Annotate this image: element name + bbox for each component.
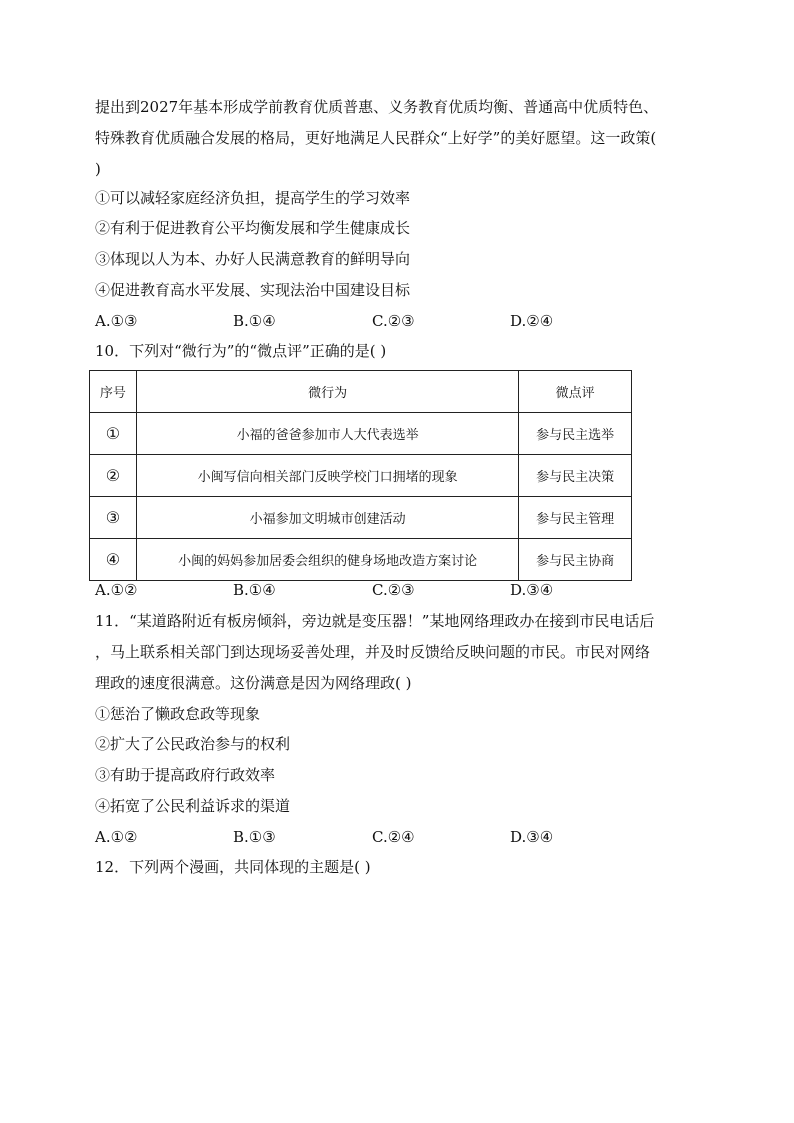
- q11-item-4: ④拓宽了公民利益诉求的渠道: [95, 797, 291, 815]
- q11-item-3: ③有助于提高政府行政效率: [95, 766, 276, 784]
- q9-stem-line-3: ): [95, 160, 101, 178]
- row-behavior: 小福参加文明城市创建活动: [136, 497, 519, 539]
- row-number: ②: [90, 455, 137, 497]
- q12-stem: 12．下列两个漫画，共同体现的主题是( ): [95, 858, 371, 876]
- q9-stem-line-2: 特殊教育优质融合发展的格局，更好地满足人民群众“上好学”的美好愿望。这一政策(: [95, 129, 657, 147]
- table-row: [90, 539, 632, 581]
- row-comment: 参与民主选举: [519, 413, 632, 455]
- row-number: ①: [90, 413, 137, 455]
- q9-option-d[interactable]: D.②④: [510, 312, 554, 330]
- row-behavior: 小闽的妈妈参加居委会组织的健身场地改造方案讨论: [136, 539, 519, 581]
- row-number: ④: [90, 539, 137, 581]
- q9-option-c[interactable]: C.②③: [372, 312, 415, 330]
- q10-option-c[interactable]: C.②③: [372, 581, 415, 599]
- row-comment: 参与民主协商: [519, 539, 632, 581]
- q10-table: [89, 370, 632, 581]
- q11-stem-line-2: ，马上联系相关部门到达现场妥善处理，并及时反馈给反映问题的市民。市民对网络: [95, 643, 651, 661]
- q11-stem-line-1: 11．“某道路附近有板房倾斜，旁边就是变压器！”某地网络理政办在接到市民电话后: [95, 612, 655, 630]
- q9-item-2: ②有利于促进教育公平均衡发展和学生健康成长: [95, 219, 411, 237]
- q9-options: [95, 311, 595, 331]
- q9-item-1: ①可以减轻家庭经济负担，提高学生的学习效率: [95, 189, 411, 207]
- row-behavior: 小福的爸爸参加市人大代表选举: [136, 413, 519, 455]
- row-comment: 参与民主管理: [519, 497, 632, 539]
- q10-option-d[interactable]: D.③④: [510, 581, 554, 599]
- q9-item-3: ③体现以人为本、办好人民满意教育的鲜明导向: [95, 250, 411, 268]
- q11-option-d[interactable]: D.③④: [510, 828, 554, 846]
- q9-option-b[interactable]: B.①④: [233, 312, 276, 330]
- q10-stem: 10．下列对“微行为”的“微点评”正确的是( ): [95, 342, 387, 360]
- q10-option-a[interactable]: A.①②: [95, 581, 138, 599]
- q11-item-2: ②扩大了公民政治参与的权利: [95, 735, 291, 753]
- q11-options: [95, 827, 595, 847]
- table-row: [90, 455, 632, 497]
- row-number: ③: [90, 497, 137, 539]
- table-header-row: [90, 371, 632, 413]
- q9-stem-line-1: 提出到2027年基本形成学前教育优质普惠、义务教育优质均衡、普通高中优质特色、: [95, 98, 659, 116]
- table-row: [90, 497, 632, 539]
- table-row: [90, 413, 632, 455]
- q10-options: [95, 580, 595, 600]
- q9-option-a[interactable]: A.①③: [95, 312, 138, 330]
- q11-option-b[interactable]: B.①③: [233, 828, 276, 846]
- q11-option-a[interactable]: A.①②: [95, 828, 138, 846]
- row-behavior: 小闽写信向相关部门反映学校门口拥堵的现象: [136, 455, 519, 497]
- q11-item-1: ①惩治了懒政怠政等现象: [95, 705, 261, 723]
- header-comment: 微点评: [519, 371, 632, 413]
- q10-option-b[interactable]: B.①④: [233, 581, 276, 599]
- row-comment: 参与民主决策: [519, 455, 632, 497]
- header-behavior: 微行为: [136, 371, 519, 413]
- q11-stem-line-3: 理政的速度很满意。这份满意是因为网络理政( ): [95, 674, 412, 692]
- header-number: 序号: [90, 371, 137, 413]
- q11-option-c[interactable]: C.②④: [372, 828, 415, 846]
- q9-item-4: ④促进教育高水平发展、实现法治中国建设目标: [95, 281, 411, 299]
